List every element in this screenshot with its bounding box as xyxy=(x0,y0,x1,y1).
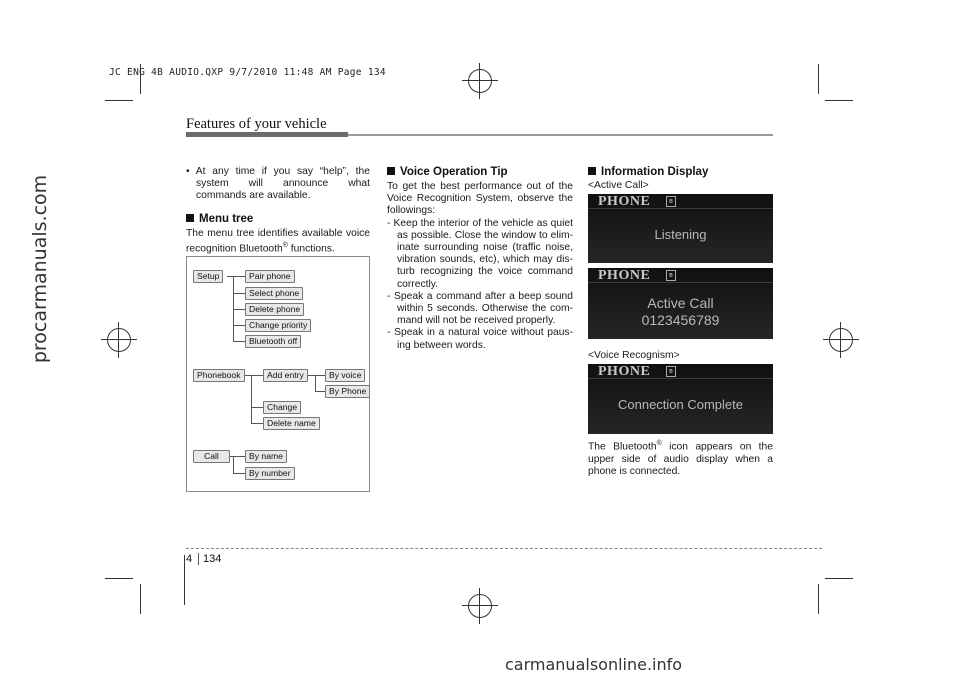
tree-node-delete-name: Delete name xyxy=(263,417,320,430)
crop-mark xyxy=(105,578,133,579)
tree-node-delete-phone: Delete phone xyxy=(245,303,304,316)
tree-node-bluetooth-off: Bluetooth off xyxy=(245,335,301,348)
tree-node-select-phone: Select phone xyxy=(245,287,303,300)
crop-mark xyxy=(140,584,141,614)
column-2 xyxy=(387,181,573,352)
menu-tree-diagram xyxy=(186,256,370,492)
square-bullet-icon xyxy=(387,167,395,175)
display-number: 0123456789 xyxy=(641,312,720,328)
header-rule xyxy=(186,132,348,137)
side-watermark: procarmanuals.com xyxy=(29,174,51,364)
print-slug: JC ENG 4B AUDIO.QXP 9/7/2010 11:48 AM Page 134 xyxy=(109,67,386,78)
bottom-watermark: carmanualsonline.info xyxy=(505,655,683,674)
bluetooth-note: The Bluetooth® icon appears on the upper side of audio display when a phone is connected. xyxy=(588,440,773,477)
crop-mark xyxy=(818,584,819,614)
display-connection-complete xyxy=(588,364,773,434)
registration-target xyxy=(101,322,137,358)
bluetooth-icon: ʙ xyxy=(666,366,676,377)
tree-node-setup: Setup xyxy=(193,270,223,283)
display-message: Connection Complete xyxy=(617,397,744,412)
bluetooth-icon: ʙ xyxy=(666,270,676,281)
voice-tip-item: - Speak in a natural voice without paus- ing between words. xyxy=(387,327,573,351)
column-1 xyxy=(186,166,370,203)
tree-node-change-priority: Change priority xyxy=(245,319,311,332)
bluetooth-icon: ʙ xyxy=(666,196,676,207)
registration-target xyxy=(462,63,498,99)
active-call-label: <Active Call> xyxy=(588,180,649,191)
registration-target xyxy=(823,322,859,358)
display-message: Active Call xyxy=(647,295,714,311)
registration-target xyxy=(462,588,498,624)
square-bullet-icon xyxy=(588,167,596,175)
page-number-separator xyxy=(198,553,199,565)
tree-node-pair-phone: Pair phone xyxy=(245,270,295,283)
voice-tip-item: - Keep the interior of the vehicle as quiet as possible. Close the window to elim- inate surrounding noise (traffic noise, vibration sounds, etc), which may dis- turb recognizing the voice command correctly. xyxy=(387,217,573,290)
tree-node-by-voice: By voice xyxy=(325,369,365,382)
tree-node-by-name: By name xyxy=(245,450,287,463)
voice-recognism-label: <Voice Recognism> xyxy=(588,350,680,361)
voice-tip-item: - Speak a command after a beep sound within 5 seconds. Otherwise the com- mand will not be received properly. xyxy=(387,290,573,327)
display-header: PHONE xyxy=(598,364,651,379)
menu-tree-intro: The menu tree identifies available voice recognition Bluetooth® functions. xyxy=(186,228,370,255)
menu-tree-heading: Menu tree xyxy=(186,213,253,225)
chapter-number: 4 xyxy=(186,553,193,565)
crop-mark xyxy=(184,555,185,605)
crop-mark xyxy=(818,64,819,94)
display-listening xyxy=(588,194,773,263)
display-header: PHONE xyxy=(598,268,651,283)
footer-rule xyxy=(186,548,822,549)
crop-mark xyxy=(825,578,853,579)
display-message: Listening xyxy=(654,227,707,242)
crop-mark xyxy=(105,100,133,101)
page-number: 134 xyxy=(203,553,222,565)
tree-node-by-number: By number xyxy=(245,467,295,480)
info-display-heading: Information Display xyxy=(588,166,708,178)
header-rule xyxy=(348,134,773,136)
tree-node-change: Change xyxy=(263,401,301,414)
tree-node-add-entry: Add entry xyxy=(263,369,308,382)
voice-tip-intro: To get the best performance out of the Voice Recognition System, observe the followings: xyxy=(387,181,573,217)
display-active-call xyxy=(588,268,773,339)
help-bullet: • At any time if you say “help”, the system will announce what commands are available. xyxy=(186,166,370,202)
square-bullet-icon xyxy=(186,214,194,222)
voice-tip-heading: Voice Operation Tip xyxy=(387,166,508,178)
tree-node-phonebook: Phonebook xyxy=(193,369,245,382)
tree-node-by-phone: By Phone xyxy=(325,385,370,398)
display-header: PHONE xyxy=(598,194,651,209)
tree-node-call: Call xyxy=(193,450,230,463)
page-title: Features of your vehicle xyxy=(186,116,327,132)
crop-mark xyxy=(825,100,853,101)
